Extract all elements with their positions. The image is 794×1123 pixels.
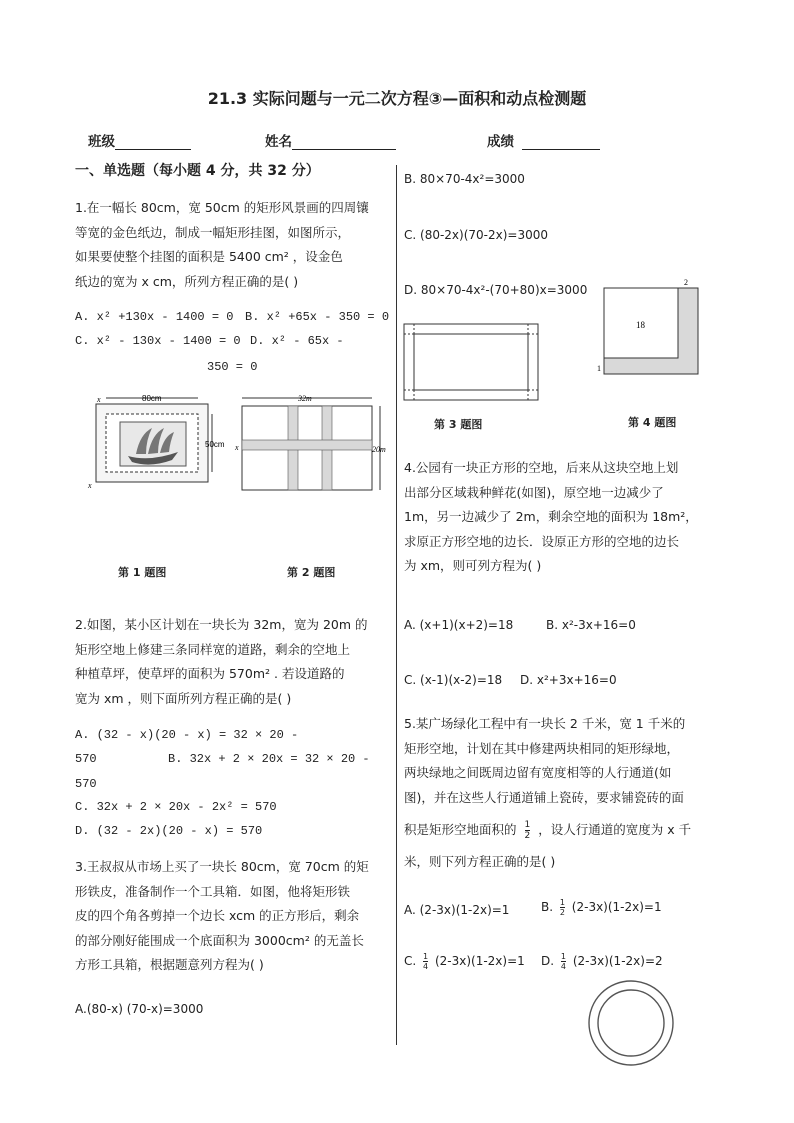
column-divider <box>396 165 397 1045</box>
class-field[interactable] <box>88 130 191 150</box>
class-label: 班级 <box>88 134 115 150</box>
fig1-height-label: 50cm <box>205 440 225 449</box>
q1-option-a[interactable]: A. x² +130x - 1400 = 0 <box>75 310 234 324</box>
q3-figure <box>402 322 542 404</box>
q1-option-d[interactable]: D. x² - 65x - <box>250 334 344 348</box>
q3-option-c[interactable]: C. (80-2x)(70-2x)=3000 <box>404 228 548 242</box>
q3-stem: 3.王叔叔从市场上买了一块长 80cm，宽 70cm 的矩 形铁皮，准备制作一个工具箱．如图，他将矩形铁 皮的四个角各剪掉一个边长 xcm 的正方形后，剩余 的部分刚好能围成一个底面积为 3000cm² 的无盖长 方形工具箱，根据题意列方程为( ) <box>75 859 369 972</box>
q5-line5: 积是矩形空地面积的 $\frac{1}{2}$ ，设人行通道的宽度为 x 千 <box>404 820 692 841</box>
q2-option-b-cont: 570 <box>75 777 97 791</box>
q1-figure <box>80 390 225 502</box>
q3-option-d[interactable]: D. 80×70-4x²-(70+80)x=3000 <box>404 283 588 297</box>
q1-option-d-cont: 350 = 0 <box>207 360 258 374</box>
q1-stem: 1.在一幅长 80cm，宽 50cm 的矩形风景画的四周镶 等宽的金色纸边，制成一幅矩形挂图，如图所示， 如果要使整个挂图的面积是 5400 cm² ，设金色 纸边的宽为 x cm，所列方程正确的是( ) <box>75 200 369 289</box>
q5-option-b[interactable]: B. $\frac{1}{2}$ (2-3x)(1-2x)=1 <box>541 898 662 917</box>
page-title: 21.3 实际问题与一元二次方程③—面积和动点检测题 <box>207 89 587 108</box>
q4-option-c[interactable]: C. (x-1)(x-2)=18 <box>404 673 503 687</box>
name-label: 姓名 <box>265 134 292 150</box>
q3-option-a[interactable]: A.(80-x) (70-x)=3000 <box>75 1002 204 1016</box>
q4-stem: 4.公园有一块正方形的空地，后来从这块空地上划 出部分区域栽种鲜花(如图)，原空地一边减少了 1m，另一边减少了 2m，剩余空地的面积为 18m²， 求原正方形空地的边长．设原正方形的空地的边长 为 xm，则可列方程为( ) <box>404 460 698 573</box>
name-field[interactable] <box>265 130 396 150</box>
q5-line6: 米，则下列方程正确的是( ) <box>404 854 556 869</box>
q3-caption: 第 3 题图 <box>434 418 483 431</box>
fig1-width-label: 80cm <box>142 394 162 403</box>
q4-option-d[interactable]: D. x²+3x+16=0 <box>520 673 617 687</box>
q2-figure <box>232 392 392 497</box>
svg-text:x: x <box>235 443 239 452</box>
svg-text:x: x <box>88 481 92 490</box>
q5-stem: 5.某广场绿化工程中有一块长 2 千米，宽 1 千米的 矩形空地，计划在其中修建两块相同的矩形绿地， 两块绿地之间既周边留有宽度相等的人行通道(如 图)，并在这些人行通道铺上瓷砖，要求铺瓷砖的面 <box>404 716 686 805</box>
q2-stem: 2.如图，某小区计划在一块长为 32m，宽为 20m 的 矩形空地上修建三条同样宽的道路，剩余的空地上 种植草坪，使草坪的面积为 570m² . 若设道路的 宽为 xm ，则下面所列方程正确的是( ) <box>75 617 368 706</box>
score-field[interactable] <box>487 130 600 150</box>
fig4-top-label: 2 <box>684 278 688 287</box>
q4-option-b[interactable]: B. x²-3x+16=0 <box>546 618 636 632</box>
q2-caption: 第 2 题图 <box>287 566 336 579</box>
q5-fraction-half: $\frac{1}{2}$ <box>524 820 531 841</box>
q2-option-b[interactable]: B. 32x + 2 × 20x = 32 × 20 - <box>168 752 370 766</box>
q5-option-a[interactable]: A. (2-3x)(1-2x)=1 <box>404 903 510 917</box>
q1-caption: 第 1 题图 <box>118 566 167 579</box>
q3-option-b[interactable]: B. 80×70-4x²=3000 <box>404 172 525 186</box>
fig2-height-label: 20m <box>372 445 386 454</box>
q4-figure <box>594 274 706 378</box>
svg-text:x: x <box>97 395 101 404</box>
q2-option-a[interactable]: A. (32 - x)(20 - x) = 32 × 20 - <box>75 728 299 742</box>
q2-option-d[interactable]: D. (32 - 2x)(20 - x) = 570 <box>75 824 263 838</box>
score-label: 成绩 <box>487 134 514 150</box>
q4-option-a[interactable]: A. (x+1)(x+2)=18 <box>404 618 514 632</box>
q2-option-a-cont: 570 <box>75 752 97 766</box>
q4-caption: 第 4 题图 <box>628 416 677 429</box>
q1-option-b[interactable]: B. x² +65x - 350 = 0 <box>245 310 390 324</box>
ring-decoration <box>586 978 676 1068</box>
q5-option-c[interactable]: C. $\frac{1}{4}$ (2-3x)(1-2x)=1 <box>404 952 525 971</box>
fig4-left-label: 1 <box>597 364 601 373</box>
q1-option-c[interactable]: C. x² - 130x - 1400 = 0 <box>75 334 241 348</box>
section-heading: 一、单选题（每小题 4 分，共 32 分） <box>75 163 320 179</box>
fig2-width-label: 32m <box>298 394 312 403</box>
q2-option-c[interactable]: C. 32x + 2 × 20x - 2x² = 570 <box>75 800 277 814</box>
q5-option-d[interactable]: D. $\frac{1}{4}$ (2-3x)(1-2x)=2 <box>541 952 663 971</box>
fig4-area-label: 18 <box>636 320 645 330</box>
